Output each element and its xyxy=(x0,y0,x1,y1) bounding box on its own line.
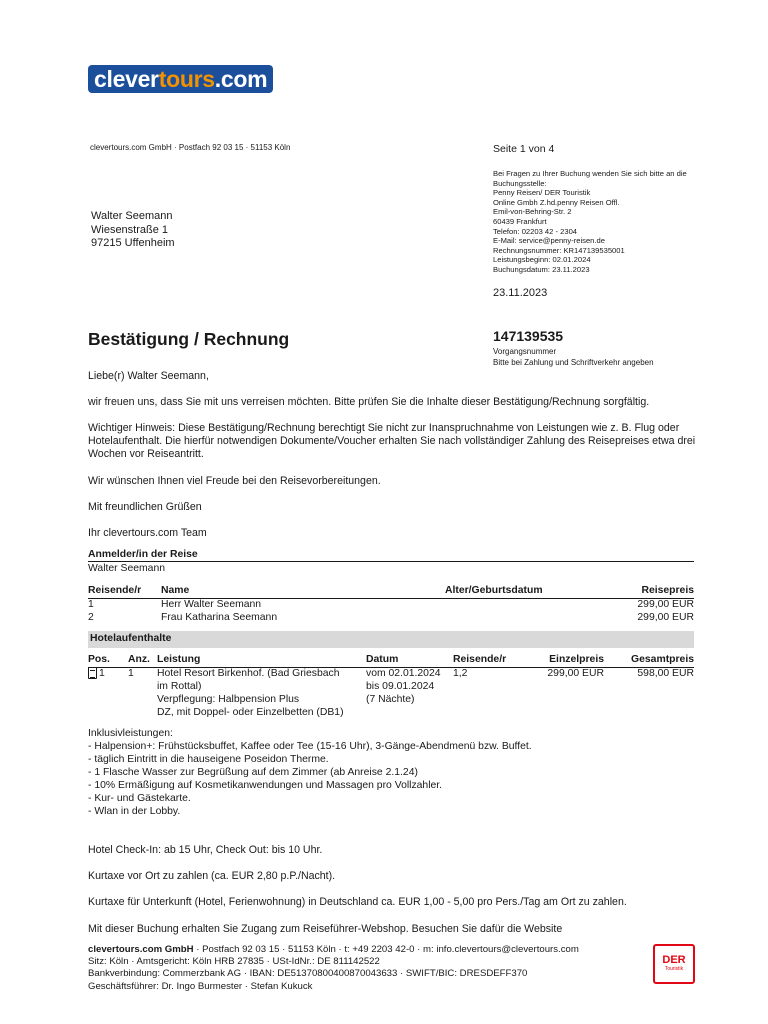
contact-line: Penny Reisen/ DER Touristik xyxy=(493,188,591,198)
inclusions-block xyxy=(88,727,532,818)
inclusion-item: - täglich Eintritt in die hauseigene Poseidon Therme. xyxy=(88,754,329,765)
sender-line: clevertours.com GmbH · Postfach 92 03 15 · 51153 Köln xyxy=(90,143,291,152)
vorgang-hint: Bitte bei Zahlung und Schriftverkehr angeben xyxy=(493,357,654,367)
vorgang-label xyxy=(493,347,654,368)
letter-signature: Ihr clevertours.com Team xyxy=(88,527,207,539)
document-icon xyxy=(88,667,97,679)
clevertours-logo xyxy=(88,65,273,93)
vorgang-number: 147139535 xyxy=(493,328,564,344)
recipient-street: Wiesenstraße 1 xyxy=(91,223,169,236)
inclusions-title: Inklusivleistungen: xyxy=(88,728,173,739)
contact-line: Bei Fragen zu Ihrer Buchung wenden Sie sich bitte an die xyxy=(493,169,687,178)
traveller-name: Frau Katharina Seemann xyxy=(161,612,278,623)
letter-notice: Wichtiger Hinweis: Diese Bestätigung/Rechnung berechtigt Sie nicht zur Inanspruchnahme von Leistungen wie z. B. Flug oder Hotelaufenthalt. Die hierfür notwendigen Dokumente/Voucher erhalten Sie nach vollständiger Zahlung des Reisepreises etwa drei Wochen vor Reiseantritt. xyxy=(88,422,696,460)
hotel-header-unit-price: Einzelpreis xyxy=(549,654,604,665)
hotel-unit-price: 299,00 EUR xyxy=(547,668,604,679)
letter-intro: wir freuen uns, dass Sie mit uns verreisen möchten. Bitte prüfen Sie die Inhalte dieser Bestätigung/Rechnung sorgfältig. xyxy=(88,396,650,408)
letter-wish: Wir wünschen Ihnen viel Freude bei den Reisevorbereitungen. xyxy=(88,475,381,487)
hotel-travellers: 1,2 xyxy=(453,668,468,679)
recipient-city: 97215 Uffenheim xyxy=(91,237,175,249)
recipient-address xyxy=(91,210,175,251)
hotel-date xyxy=(366,667,441,706)
contact-line: Telefon: 02203 42 - 2304 xyxy=(493,226,578,236)
travellers-header-price: Reisepreis xyxy=(641,585,694,596)
der-logo-brand: DER xyxy=(662,954,686,966)
traveller-name: Herr Walter Seemann xyxy=(161,599,262,610)
hotel-header-pos: Pos. xyxy=(88,654,110,665)
traveller-price: 299,00 EUR xyxy=(637,599,694,610)
hotel-header-date: Datum xyxy=(366,654,399,665)
anmelder-name: Walter Seemann xyxy=(88,563,166,574)
contact-line: Online Gmbh Z.hd.penny Reisen Offl. xyxy=(493,197,620,207)
inclusion-item: - Wlan in der Lobby. xyxy=(88,806,181,817)
hotel-total-price: 598,00 EUR xyxy=(637,668,694,679)
footer-line-2: Sitz: Köln · Amtsgericht: Köln HRB 27835 · USt-IdNr.: DE 811142522 xyxy=(88,956,380,968)
note-checkin: Hotel Check-In: ab 15 Uhr, Check Out: bis 10 Uhr. xyxy=(88,844,323,856)
contact-block xyxy=(493,169,708,275)
inclusion-item: - 1 Flasche Wasser zur Begrüßung auf dem Zimmer (ab Anreise 2.1.24) xyxy=(88,767,418,778)
der-touristik-logo xyxy=(653,944,695,984)
note-kurtaxe: Kurtaxe vor Ort zu zahlen (ca. EUR 2,80 p.P./Nacht). xyxy=(88,870,336,882)
hotel-service xyxy=(157,667,362,719)
inclusion-item: - Halpension+: Frühstücksbuffet, Kaffee oder Tee (15-16 Uhr), 3-Gänge-Abendmenü bzw. Buffet. xyxy=(88,741,532,752)
hotel-date-line: bis 09.01.2024 xyxy=(366,681,435,692)
hotel-qty: 1 xyxy=(128,668,134,679)
logo-part-tours: tours xyxy=(158,65,215,92)
letter-greeting: Liebe(r) Walter Seemann, xyxy=(88,370,209,382)
logo-part-com: .com xyxy=(214,65,268,92)
page-number: Seite 1 von 4 xyxy=(493,143,555,155)
footer xyxy=(88,944,579,993)
inclusion-item: - 10% Ermäßigung auf Kosmetikanwendungen und Massagen pro Vollzahler. xyxy=(88,780,443,791)
hotel-header-qty: Anz. xyxy=(128,654,150,665)
traveller-nr: 2 xyxy=(88,612,94,623)
logo-part-clever: clever xyxy=(94,65,159,92)
contact-line: Emil-von-Behring-Str. 2 xyxy=(493,207,572,217)
note-kurtaxe-unterkunft: Kurtaxe für Unterkunft (Hotel, Ferienwohnung) in Deutschland ca. EUR 1,00 - 5,00 pro Pers./Tag am Ort zu zahlen. xyxy=(88,896,627,908)
footer-contact: · Postfach 92 03 15 · 51153 Köln · t: +49 2203 42-0 · m: info.clevertours@clevertours.com xyxy=(193,944,579,955)
footer-line-3: Bankverbindung: Commerzbank AG · IBAN: DE51370800400870043633 · SWIFT/BIC: DRESDEFF370 xyxy=(88,968,528,980)
hotel-date-line: (7 Nächte) xyxy=(366,694,415,705)
vorgang-label-text: Vorgangsnummer xyxy=(493,347,557,356)
document-date: 23.11.2023 xyxy=(493,287,548,299)
inclusion-item: - Kur- und Gästekarte. xyxy=(88,793,191,804)
contact-line: 60439 Frankfurt xyxy=(493,216,547,226)
hotel-header-travellers: Reisende/r xyxy=(453,654,507,665)
contact-line: Buchungsstelle: xyxy=(493,178,547,188)
travellers-header-name: Name xyxy=(161,585,190,596)
footer-line-4: Geschäftsführer: Dr. Ingo Burmester · Stefan Kukuck xyxy=(88,980,313,992)
contact-line: Buchungsdatum: 23.11.2023 xyxy=(493,264,590,274)
travellers-header-nr: Reisende/r xyxy=(88,585,142,596)
contact-line: E-Mail: service@penny-reisen.de xyxy=(493,236,605,246)
note-webshop: Mit dieser Buchung erhalten Sie Zugang zum Reiseführer-Webshop. Besuchen Sie dafür die Website xyxy=(88,923,563,935)
hotel-pos: 1 xyxy=(99,668,105,679)
footer-company: clevertours.com GmbH xyxy=(88,944,194,955)
hotel-service-line: im Rottal) xyxy=(157,681,202,692)
hotel-header-total-price: Gesamtpreis xyxy=(631,654,694,665)
travellers-header-age: Alter/Geburtsdatum xyxy=(445,585,543,596)
der-logo-sub: Touristik xyxy=(664,966,684,972)
hotel-service-line: Verpflegung: Halbpension Plus xyxy=(157,694,300,705)
hotel-service-line: DZ, mit Doppel- oder Einzelbetten (DB1) xyxy=(157,707,344,718)
recipient-name: Walter Seemann xyxy=(91,210,173,222)
traveller-price: 299,00 EUR xyxy=(637,612,694,623)
traveller-nr: 1 xyxy=(88,599,94,610)
hotel-header-service: Leistung xyxy=(157,654,201,665)
hotel-service-line: Hotel Resort Birkenhof. (Bad Griesbach xyxy=(157,668,340,679)
contact-line: Rechnungsnummer: KR147139535001 xyxy=(493,245,625,255)
hotel-date-line: vom 02.01.2024 xyxy=(366,668,441,679)
letter-closing: Mit freundlichen Grüßen xyxy=(88,501,202,513)
contact-line: Leistungsbeginn: 02.01.2024 xyxy=(493,255,591,265)
hotel-section-title: Hotelaufenthalte xyxy=(88,631,694,648)
footer-line-1 xyxy=(88,944,579,956)
anmelder-title: Anmelder/in der Reise xyxy=(88,549,694,562)
document-title: Bestätigung / Rechnung xyxy=(88,329,290,349)
